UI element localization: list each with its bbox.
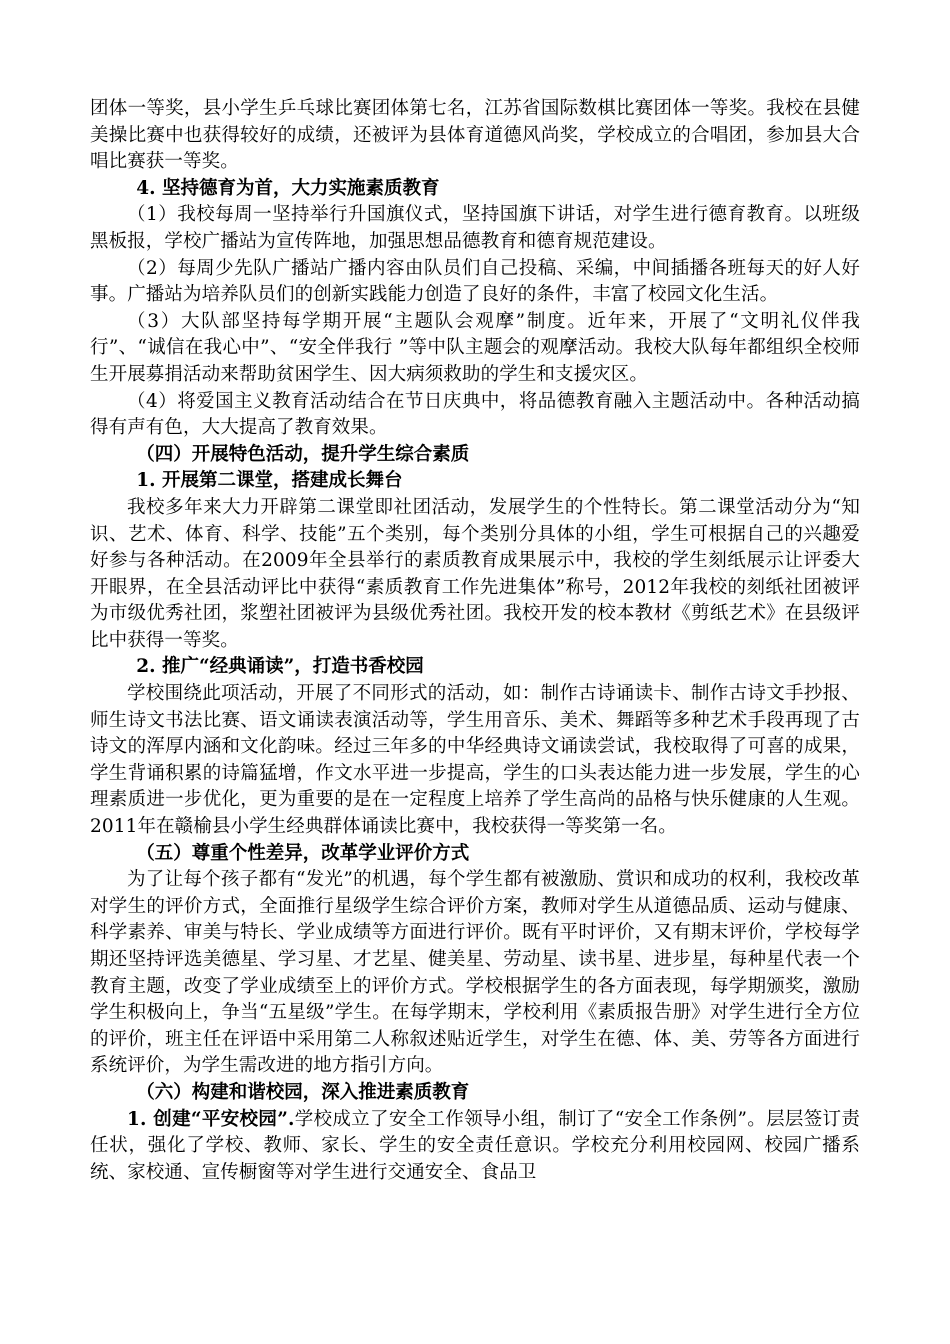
heading-special-activities: （四）开展特色活动，提升学生综合素质 [136, 443, 470, 465]
safe-campus-text: 学校成立了安全工作领导小组，制订了“安全工作条例”。层层签订责任状，强化了学校、教师、家长、学生的安全责任意识。学校充分利用校园网、校园广播系统、家校通、宣传橱窗等对学生进行交通安全、食品卫 [90, 1108, 860, 1183]
heading-harmonious-campus: （六）构建和谐校园，深入推进素质教育 [136, 1081, 470, 1103]
heading-evaluation-reform: （五）尊重个性差异，改革学业评价方式 [136, 842, 470, 864]
paragraph-patriotic-education: （4）将爱国主义教育活动结合在节日庆典中，将品德教育融入主题活动中。各种活动搞得有声有色，大大提高了教育效果。 [90, 390, 860, 439]
paragraph-theme-meetings: （3）大队部坚持每学期开展“主题队会观摩”制度。近年来，开展了“文明礼仪伴我行”、“诚信在我心中”、“安全伴我行 ”等中队主题会的观摩活动。我校大队每年都组织全校师生开展募捐活动来帮助贫困学生、因大病须救助的学生和支援灾区。 [90, 310, 860, 385]
paragraph-broadcast-station: （2）每周少先队广播站广播内容由队员们自己投稿、采编，中间插播各班每天的好人好事。广播站为培养队员们的创新实践能力创造了良好的条件，丰富了校园文化生活。 [90, 257, 860, 306]
safe-campus-lead: 1. 创建“平安校园”. [127, 1108, 295, 1130]
heading-second-classroom: 1. 开展第二课堂，搭建成长舞台 [136, 470, 403, 492]
paragraph-star-evaluation: 为了让每个孩子都有“发光”的机遇，每个学生都有被激励、赏识和成功的权利，我校改革对学生的评价方式，全面推行星级学生综合评价方案，教师对学生从道德品质、运动与健康、科学素养、审美与特长、学业成绩等方面进行评价。既有平时评价，又有期末评价，学校每学期还坚持评选美德星、学习星、才艺星、健美星、劳动星、读书星、进步星，每种星代表一个教育主题，改变了学业成绩至上的评价方式。学校根据学生的各方面表现，每学期颁奖，激励学生积极向上，争当“五星级”学生。在每学期末，学校利用《素质报告册》对学生进行全方位的评价，班主任在评语中采用第二人称叙述贴近学生，对学生在德、体、美、劳等各方面进行系统评价，为学生需改进的地方指引方向。 [90, 869, 860, 1077]
paragraph-safe-campus [90, 1107, 860, 1187]
paragraph-flag-ceremony: （1）我校每周一坚持举行升国旗仪式，坚持国旗下讲话，对学生进行德育教育。以班级黑板报，学校广播站为宣传阵地，加强思想品德教育和德育规范建设。 [90, 204, 860, 252]
heading-classic-reading: 2. 推广“经典诵读”，打造书香校园 [136, 656, 424, 678]
heading-moral-education: 4. 坚持德育为首，大力实施素质教育 [136, 177, 440, 199]
paragraph-classic-reading: 学校围绕此项活动，开展了不同形式的活动，如：制作古诗诵读卡、制作古诗文手抄报、师生诗文书法比赛、语文诵读表演活动等，学生用音乐、美术、舞蹈等多种艺术手段再现了古诗文的浑厚内涵和文化韵味。经过三年多的中华经典诗文诵读尝试，我校取得了可喜的成果，学生背诵积累的诗篇猛增，作文水平进一步提高，学生的口头表达能力进一步发展，学生的心理素质进一步优化，更为重要的是在一定程度上培养了学生高尚的品格与快乐健康的人生观。2011年在赣榆县小学生经典群体诵读比赛中，我校获得一等奖第一名。 [90, 683, 860, 838]
paragraph-clubs: 我校多年来大力开辟第二课堂即社团活动，发展学生的个性特长。第二课堂活动分为“知识、艺术、体育、科学、技能”五个类别，每个类别分具体的小组，学生可根据自己的兴趣爱好参与各种活动。在2009年全县举行的素质教育成果展示中，我校的学生刻纸展示让评委大开眼界，在全县活动评比中获得“素质教育工作先进集体”称号，2012年我校的刻纸社团被评为市级优秀社团，浆塑社团被评为县级优秀社团。我校开发的校本教材《剪纸艺术》在县级评比中获得一等奖。 [90, 496, 860, 651]
paragraph-awards: 团体一等奖，县小学生乒乓球比赛团体第七名，江苏省国际数棋比赛团体一等奖。我校在县健美操比赛中也获得较好的成绩，还被评为县体育道德风尚奖，学校成立的合唱团，参加县大合唱比赛获一等奖。 [90, 98, 860, 173]
